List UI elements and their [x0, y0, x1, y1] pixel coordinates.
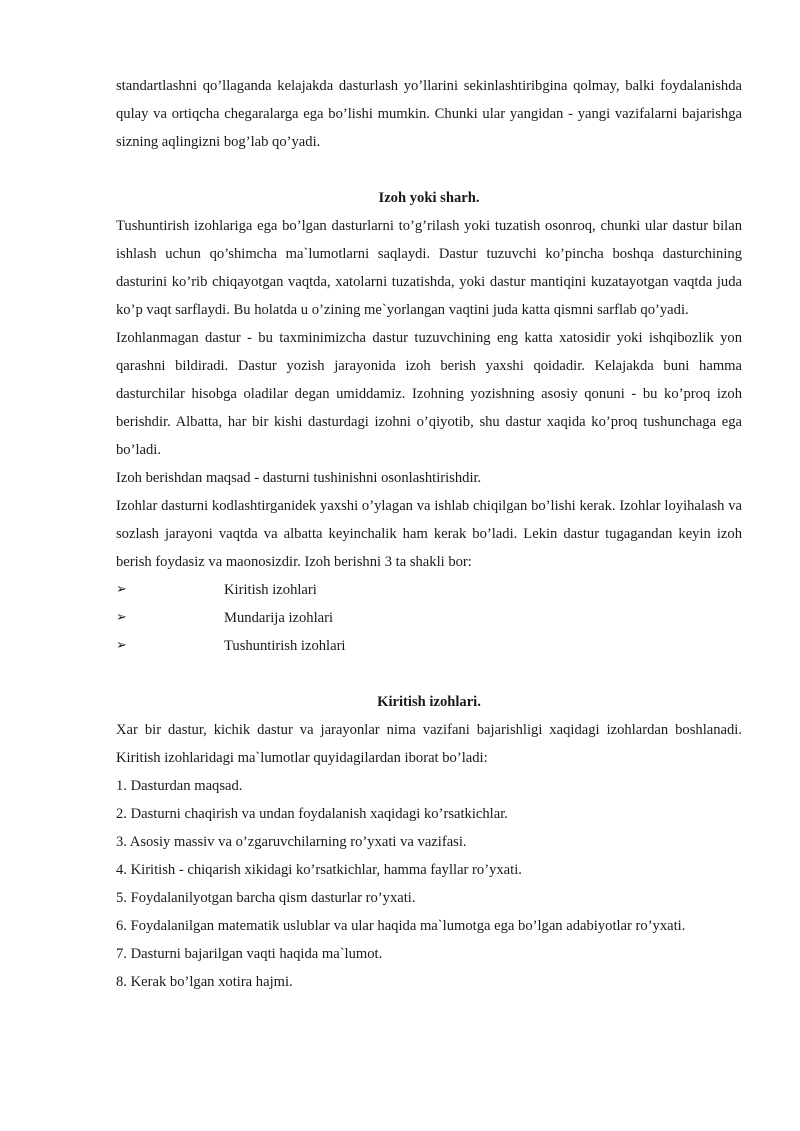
paragraph-izohlanmagan: Izohlanmagan dastur - bu taxminimizcha dastur tuzuvchining eng katta xatosidir yoki ishqibozlik yon qarashni bildiradi. Dastur yozish jarayonida izoh berish yaxshi qoidadir. Kelajakda buni hamma dasturchilar hisobga oladilar degan umiddamiz. Izohning yozishning asosiy qonuni - bu ko’proq izoh berishdir. Albatta, har bir kishi dasturdagi izohni o’qiyotib, shu dastur xaqida ko’proq tushunchaga ega bo’ladi.	[116, 330, 742, 458]
list-item: 5. Foydalanilyotgan barcha qism dasturlar ro’yxati.	[116, 890, 416, 906]
bullet-text: Kiritish izohlari	[224, 582, 317, 598]
list-item	[116, 576, 742, 604]
intro-paragraph: standartlashni qo’llaganda kelajakda dasturlash yo’llarini sekinlashtiribgina qolmay, balki foydalanishda qulay va ortiqcha chegaralarga ega bo’lishi mumkin. Chunki ular yangidan - yangi vazifalarni bajarishga sizning aqlingizni bog’lab qo’yadi.	[116, 78, 742, 150]
arrowhead-bullet-icon: ➢	[116, 638, 127, 653]
list-item	[116, 604, 742, 632]
document-page	[116, 72, 742, 996]
list-item: 6. Foydalanilgan matematik uslublar va ular haqida ma`lumotga ega bo’lgan adabiyotlar ro’yxati.	[116, 918, 686, 934]
paragraph-tushuntirish: Tushuntirish izohlariga ega bo’lgan dasturlarni to’g’rilash yoki tuzatish osonroq, chunki ular dastur bilan ishlash uchun qo’shimcha ma`lumotlarni saqlaydi. Dastur tuzuvchi ko’pincha boshqa dasturchining dasturini ko’rib chiqayotgan vaqtda, xatolarni tuzatishda, yoki dastur mantiqini kuzatayotgan vaqtda juda ko’p vaqt sarflaydi. Bu holatda u o’zining me`yorlangan vaqtini juda katta qismni sarflab qo’yadi.	[116, 218, 742, 318]
list-item: 7. Dasturni bajarilgan vaqti haqida ma`lumot.	[116, 946, 383, 962]
section-heading-kiritish: Kiritish izohlari.	[377, 694, 481, 710]
bullet-list	[116, 576, 742, 660]
list-item: 3. Asosiy massiv va o’zgaruvchilarning ro’yxati va vazifasi.	[116, 834, 467, 850]
bullet-text: Tushuntirish izohlari	[224, 638, 346, 654]
arrowhead-bullet-icon: ➢	[116, 582, 127, 597]
paragraph-kiritish: Xar bir dastur, kichik dastur va jarayonlar nima vazifani bajarishligi xaqidagi izohlardan boshlanadi. Kiritish izohlaridagi ma`lumotlar quyidagilardan iborat bo’ladi:	[116, 722, 742, 766]
section-heading-izoh: Izoh yoki sharh.	[378, 190, 480, 206]
list-item	[116, 632, 742, 660]
bullet-text: Mundarija izohlari	[224, 610, 334, 626]
list-item: 8. Kerak bo’lgan xotira hajmi.	[116, 974, 293, 990]
paragraph-spacer	[116, 156, 742, 184]
list-item: 4. Kiritish - chiqarish xikidagi ko’rsatkichlar, hamma fayllar ro’yxati.	[116, 862, 522, 878]
list-item: 1. Dasturdan maqsad.	[116, 778, 243, 794]
paragraph-izohlar: Izohlar dasturni kodlashtirganidek yaxshi o’ylagan va ishlab chiqilgan bo’lishi kerak. Izohlar loyihalash va sozlash jarayoni vaqtda va albatta keyinchalik ham kerak bo’ladi. Lekin dastur tugagandan keyin izoh berish foydasiz va maonosizdir. Izoh berishni 3 ta shakli bor:	[116, 498, 742, 570]
numbered-list	[116, 772, 742, 996]
arrowhead-bullet-icon: ➢	[116, 610, 127, 625]
list-item: 2. Dasturni chaqirish va undan foydalanish xaqidagi ko’rsatkichlar.	[116, 806, 508, 822]
paragraph-spacer	[116, 660, 742, 688]
paragraph-maqsad: Izoh berishdan maqsad - dasturni tushinishni osonlashtirishdir.	[116, 470, 482, 486]
